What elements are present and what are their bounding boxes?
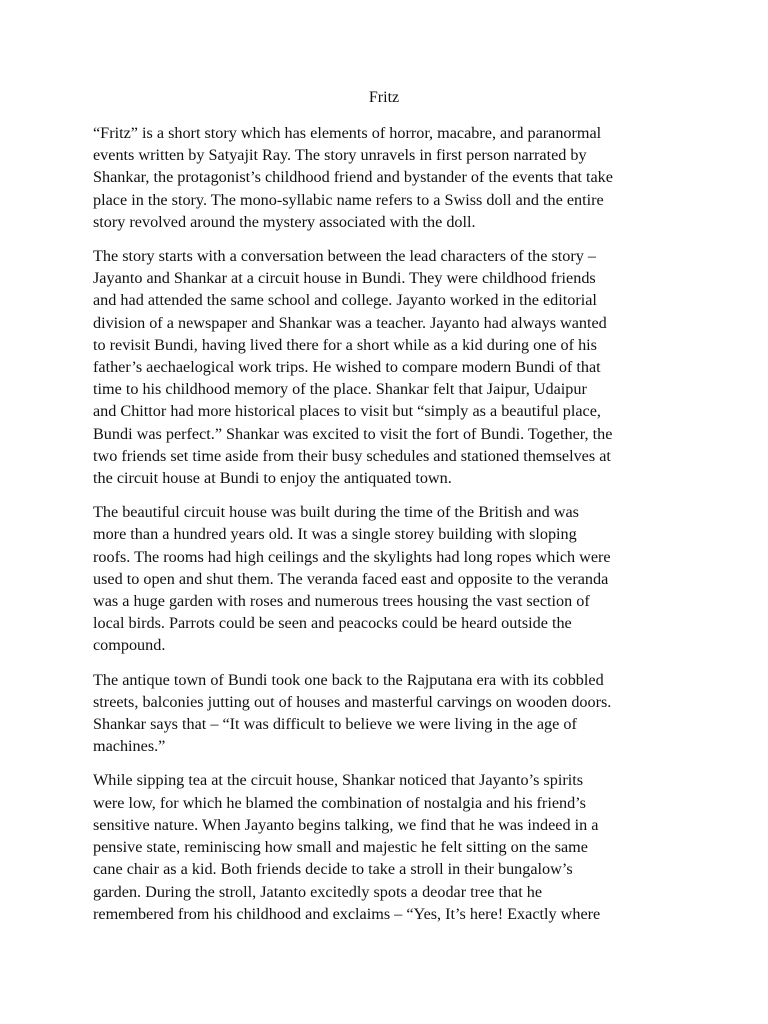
paragraph <box>93 501 677 656</box>
paragraph <box>93 122 677 233</box>
text-line: Jayanto and Shankar at a circuit house in Bundi. They were childhood friends <box>93 269 596 288</box>
text-line: Shankar says that – “It was difficult to believe we were living in the age of <box>93 715 577 734</box>
text-line: pensive state, reminiscing how small and majestic he felt sitting on the same <box>93 838 588 857</box>
text-line: cane chair as a kid. Both friends decide to take a stroll in their bungalow’s <box>93 860 573 879</box>
text-line: The beautiful circuit house was built during the time of the British and was <box>93 503 579 522</box>
paragraph <box>93 669 677 758</box>
text-line: more than a hundred years old. It was a single storey building with sloping <box>93 525 577 544</box>
text-line: father’s aechaelogical work trips. He wished to compare modern Bundi of that <box>93 358 601 377</box>
text-line: the circuit house at Bundi to enjoy the antiquated town. <box>93 469 452 488</box>
text-line: remembered from his childhood and exclaims – “Yes, It’s here! Exactly where <box>93 904 601 923</box>
text-line: and had attended the same school and college. Jayanto worked in the editorial <box>93 291 597 310</box>
text-line: two friends set time aside from their busy schedules and stationed themselves at <box>93 446 611 465</box>
text-line: was a huge garden with roses and numerous trees housing the vast section of <box>93 592 590 611</box>
text-line: compound. <box>93 636 166 655</box>
text-line: were low, for which he blamed the combination of nostalgia and his friend’s <box>93 793 586 812</box>
text-line: story revolved around the mystery associated with the doll. <box>93 212 476 231</box>
text-line: The antique town of Bundi took one back to the Rajputana era with its cobbled <box>93 670 604 689</box>
text-line: The story starts with a conversation between the lead characters of the story – <box>93 247 596 266</box>
text-line: roofs. The rooms had high ceilings and the skylights had long ropes which were <box>93 547 611 566</box>
text-line: machines.” <box>93 737 166 756</box>
text-line: used to open and shut them. The veranda faced east and opposite to the veranda <box>93 569 609 588</box>
text-line: time to his childhood memory of the place. Shankar felt that Jaipur, Udaipur <box>93 380 587 399</box>
text-line: place in the story. The mono-syllabic name refers to a Swiss doll and the entire <box>93 190 604 209</box>
text-line: and Chittor had more historical places to visit but “simply as a beautiful place, <box>93 402 601 421</box>
text-line: Bundi was perfect.” Shankar was excited to visit the fort of Bundi. Together, the <box>93 424 613 443</box>
text-line: “Fritz” is a short story which has elements of horror, macabre, and paranormal <box>93 124 602 142</box>
document-title: Fritz <box>368 89 400 106</box>
paragraph <box>93 245 677 489</box>
text-line: streets, balconies jutting out of houses and masterful carvings on wooden doors. <box>93 692 612 711</box>
text-line: sensitive nature. When Jayanto begins talking, we find that he was indeed in a <box>93 815 599 834</box>
text-line: events written by Satyajit Ray. The story unravels in first person narrated by <box>93 146 587 165</box>
text-line: local birds. Parrots could be seen and peacocks could be heard outside the <box>93 614 572 633</box>
text-line: garden. During the stroll, Jatanto excitedly spots a deodar tree that he <box>93 882 543 901</box>
text-line: division of a newspaper and Shankar was a teacher. Jayanto had always wanted <box>93 313 607 332</box>
paragraph <box>93 769 677 924</box>
text-line: to revisit Bundi, having lived there for a short while as a kid during one of his <box>93 335 597 354</box>
document-body <box>93 122 677 937</box>
text-line: While sipping tea at the circuit house, Shankar noticed that Jayanto’s spirits <box>93 771 584 790</box>
text-line: Shankar, the protagonist’s childhood friend and bystander of the events that take <box>93 168 613 187</box>
